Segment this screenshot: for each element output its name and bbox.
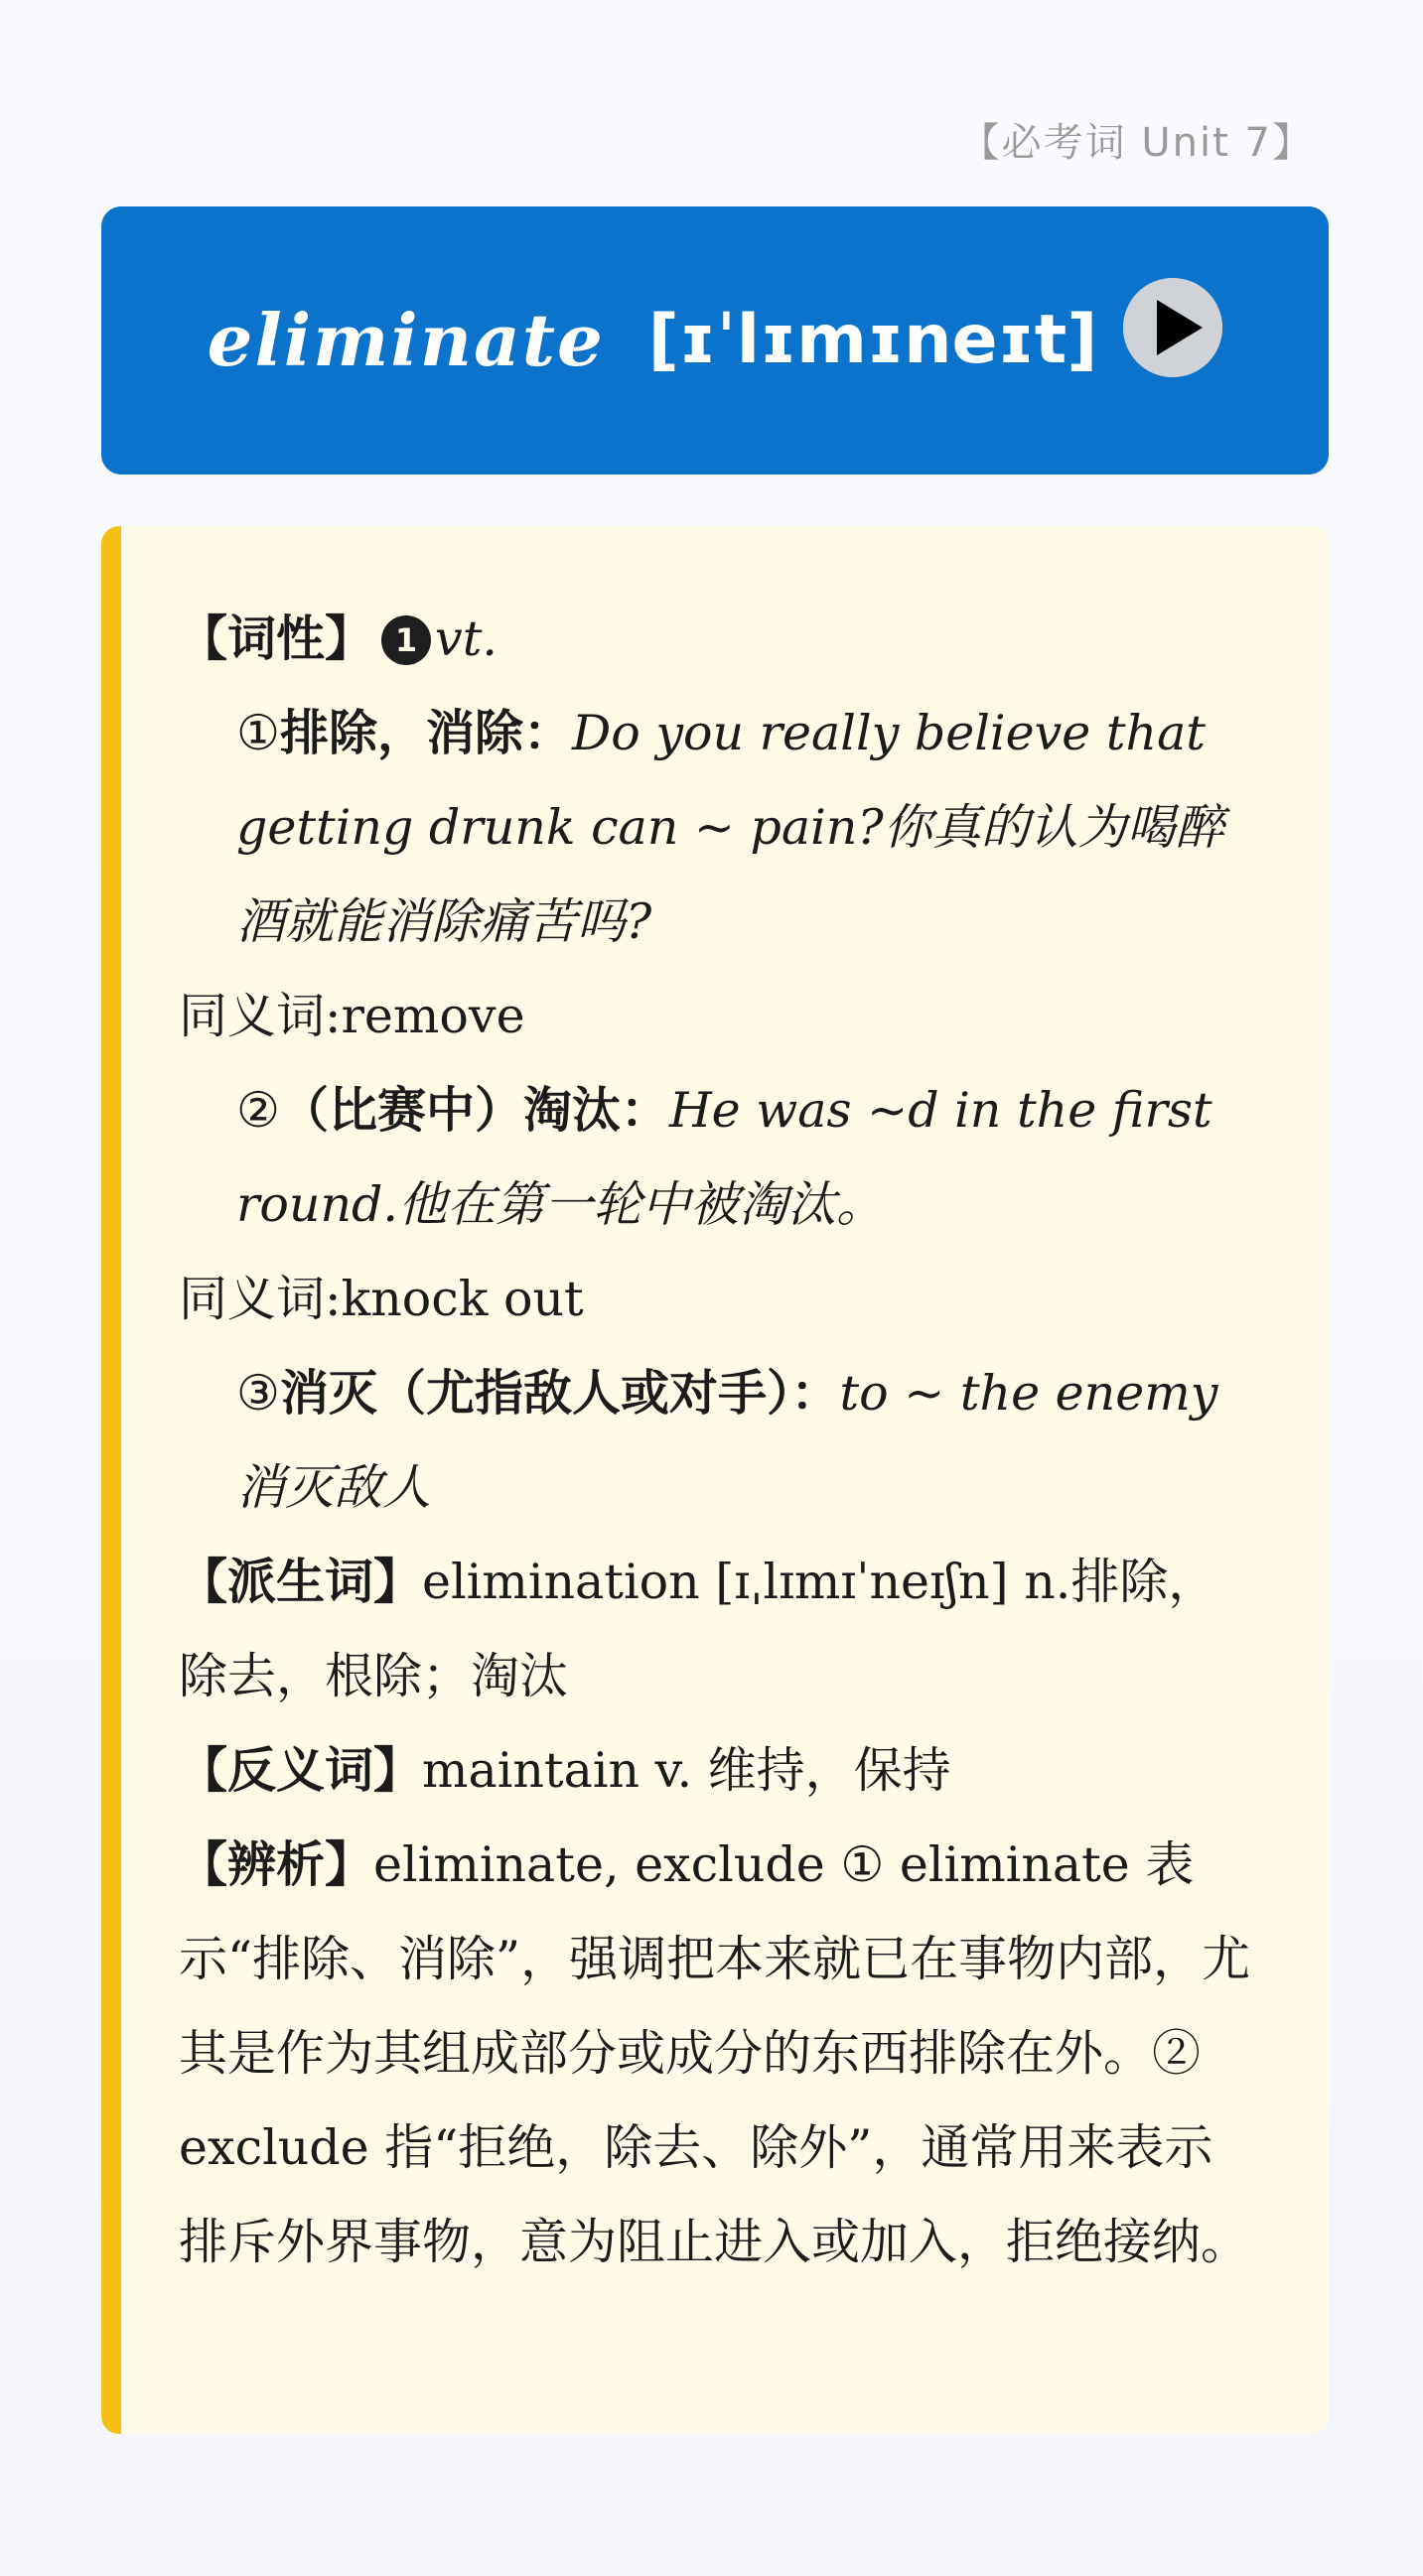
sense-1 <box>179 686 1261 969</box>
sense-1-example: Do you really believe that getting drunk can ~ pain?你真的认为喝醉酒就能消除痛苦吗? <box>236 705 1224 950</box>
pos-label: 【词性】 <box>179 610 374 667</box>
phonetic: [ɪˈlɪmɪneɪt] <box>647 301 1098 379</box>
sense-3-index: ③ <box>236 1365 280 1422</box>
entry-card <box>101 526 1329 2434</box>
sense-3 <box>179 1346 1261 1535</box>
accent-bar <box>101 526 121 2434</box>
pos-line <box>179 592 1261 686</box>
sense-3-example: to ~ the enemy 消灭敌人 <box>236 1365 1218 1516</box>
play-icon <box>1123 278 1222 377</box>
sense-3-meaning: 消灭（尤指敌人或对手）： <box>279 1364 840 1422</box>
antonym-label: 【反义词】 <box>179 1741 423 1799</box>
sense-2-meaning: （比赛中）淘汰： <box>279 1081 669 1139</box>
antonym-text: maintain v. 维持，保持 <box>422 1742 951 1799</box>
sense-1-index: ① <box>236 705 280 761</box>
sense-2-synonym: 同义词:knock out <box>179 1271 584 1327</box>
antonym-line <box>179 1723 1261 1818</box>
word-header <box>101 206 1329 475</box>
sense-2-index: ② <box>236 1082 280 1139</box>
analysis-line <box>179 1818 1261 2289</box>
entry-content <box>179 592 1261 2289</box>
play-audio-button[interactable] <box>1123 278 1222 377</box>
unit-tag: 【必考词 Unit 7】 <box>959 120 1314 166</box>
derivative-text: elimination [ɪˌlɪmɪˈneɪʃn] n.排除，除去，根除；淘汰 <box>179 1554 1217 1704</box>
sense-1-meaning: 排除，消除： <box>279 704 572 761</box>
analysis-label: 【辨析】 <box>179 1835 374 1893</box>
word-row <box>101 206 1329 475</box>
headword: eliminate <box>207 298 605 382</box>
pos: vt. <box>435 610 498 667</box>
sense-2 <box>179 1063 1261 1252</box>
analysis-text: eliminate, exclude ① eliminate 表示“排除、消除”，强调把本来就已在事物内部，尤其是作为其组成部分或成分的东西排除在外。② exclude 指“拒绝，除去、除外”，通常用来表示排斥外界事物，意为阻止进入或加入，拒绝接纳。 <box>179 1836 1251 2270</box>
sense-2-example: He was ~d in the first round.他在第一轮中被淘汰。 <box>236 1082 1212 1233</box>
derivative-line <box>179 1535 1261 1723</box>
derivative-label: 【派生词】 <box>179 1553 423 1610</box>
pos-number: 1 <box>381 615 431 665</box>
sense-1-synonym: 同义词:remove <box>179 988 525 1044</box>
